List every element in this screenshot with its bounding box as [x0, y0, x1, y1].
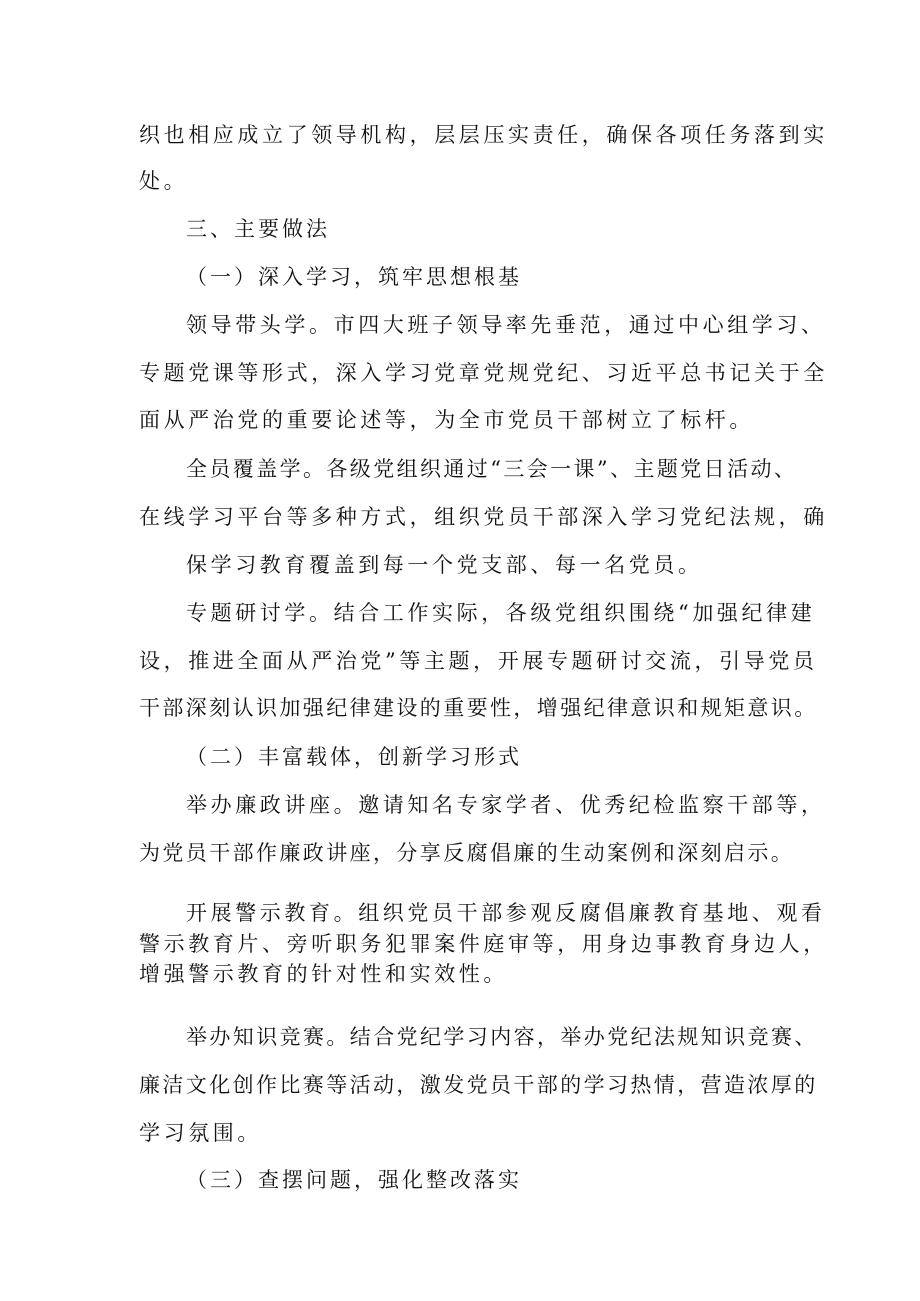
subsection-heading: （一）深入学习，筑牢思想根基	[186, 265, 522, 289]
text-line: 增强警示教育的针对性和实效性。	[139, 962, 508, 986]
text-line: 干部深刻认识加强纪律建设的重要性，增强纪律意识和规矩意识。	[139, 696, 818, 720]
text-line: 专题研讨学。结合工作实际，各级党组织围绕“加强纪律建	[186, 601, 816, 625]
text-line: 设，推进全面从严治党”等主题，开展专题研讨交流，引导党员	[139, 649, 818, 673]
text-line: 举办知识竞赛。结合党纪学习内容，举办党纪法规知识竞赛、	[186, 1025, 818, 1049]
text-line: 织也相应成立了领导机构，层层压实责任，确保各项任务落到实	[139, 123, 828, 147]
text-line: 全员覆盖学。各级党组织通过“三会一课”、主题党日活动、	[186, 457, 798, 481]
text-line: 开展警示教育。组织党员干部参观反腐倡廉教育基地、观看	[186, 901, 826, 925]
subsection-heading: （二）丰富载体，创新学习形式	[186, 745, 522, 769]
text-line: 领导带头学。市四大班子领导率先垂范，通过中心组学习、	[186, 313, 826, 337]
text-line: 面从严治党的重要论述等，为全市党员干部树立了标杆。	[139, 408, 754, 432]
subsection-heading: （三）查摆问题，强化整改落实	[186, 1168, 522, 1192]
section-heading: 三、主要做法	[186, 217, 330, 241]
text-line: 处。	[139, 169, 189, 193]
text-line: 保学习教育覆盖到每一个党支部、每一名党员。	[186, 553, 703, 577]
text-line: 廉洁文化创作比赛等活动，激发党员干部的学习热情，营造浓厚的	[139, 1073, 818, 1097]
text-line: 学习氛围。	[139, 1121, 262, 1145]
text-line: 专题党课等形式，深入学习党章党规党纪、习近平总书记关于全	[139, 361, 828, 385]
text-line: 警示教育片、旁听职务犯罪案件庭审等，用身边事教育身边人，	[139, 932, 828, 956]
text-line: 举办廉政讲座。邀请知名专家学者、优秀纪检监察干部等，	[186, 793, 826, 817]
text-line: 为党员干部作廉政讲座，分享反腐倡廉的生动案例和深刻启示。	[139, 841, 795, 865]
text-line: 在线学习平台等多种方式，组织党员干部深入学习党纪法规，确	[139, 505, 828, 529]
